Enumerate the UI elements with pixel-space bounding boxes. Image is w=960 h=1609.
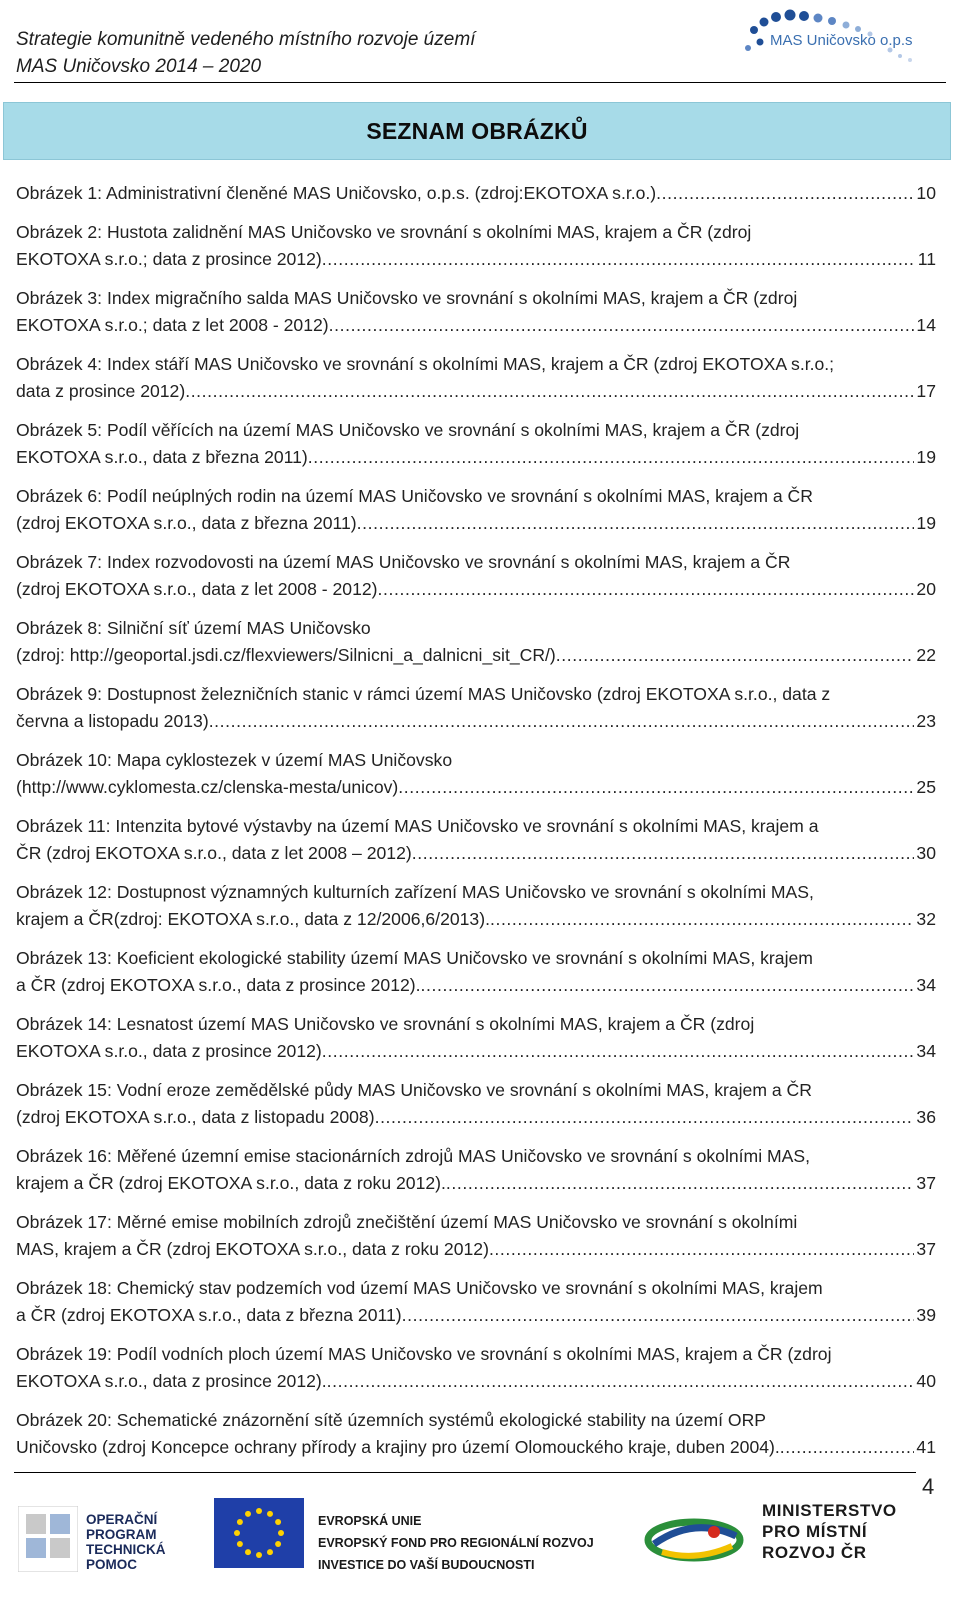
toc-entry-last-line	[16, 180, 936, 207]
section-banner	[3, 102, 951, 160]
toc-entry-text: Obrázek 20: Schematické znázornění sítě územních systémů ekologické stability na území ORP	[16, 1410, 767, 1430]
toc-dot-leader	[556, 642, 915, 669]
eu-logo-line-3: INVESTICE DO VAŠÍ BUDOUCNOSTI	[318, 1558, 535, 1572]
toc-entry-text: Obrázek 6: Podíl neúplných rodin na území MAS Uničovsko ve srovnání s okolními MAS, krajem a ČR	[16, 486, 813, 506]
toc-page-number: 19	[916, 513, 936, 533]
toc-entry-last-line	[16, 708, 936, 735]
toc-entry[interactable]	[16, 615, 936, 669]
toc-dot-leader	[489, 1236, 914, 1263]
eu-star-icon	[267, 1549, 273, 1555]
toc-entry-text: Obrázek 2: Hustota zalidnění MAS Uničovsko ve srovnání s okolními MAS, krajem a ČR (zdroj	[16, 222, 752, 242]
toc-entry-text: Obrázek 13: Koeficient ekologické stability území MAS Uničovsko ve srovnání s okolními MAS, krajem	[16, 948, 813, 968]
eu-flag-icon	[214, 1498, 304, 1568]
toc-entry-last-line	[16, 972, 936, 999]
eu-star-icon	[275, 1519, 281, 1525]
toc-entry-text: data z prosince 2012)	[16, 381, 186, 401]
toc-entry-last-line	[16, 510, 936, 537]
toc-entry-text: ČR (zdroj EKOTOXA s.r.o., data z let 2008 – 2012)	[16, 843, 412, 863]
eu-star-icon	[237, 1541, 243, 1547]
toc-dot-leader	[185, 378, 914, 405]
table-of-figures	[16, 180, 936, 1473]
toc-entry-text: Obrázek 4: Index stáří MAS Uničovsko ve srovnání s okolními MAS, krajem a ČR (zdroj EKOTOXA s.r.o.;	[16, 354, 835, 374]
toc-dot-leader	[375, 1104, 915, 1131]
toc-page-number: 36	[916, 1107, 936, 1127]
toc-entry[interactable]	[16, 549, 936, 603]
toc-entry[interactable]	[16, 747, 936, 801]
toc-page-number: 20	[916, 579, 936, 599]
toc-entry-last-line	[16, 642, 936, 669]
toc-entry-text: EKOTOXA s.r.o.; data z prosince 2012)	[16, 249, 322, 269]
toc-entry-text: EKOTOXA s.r.o., data z prosince 2012)	[16, 1041, 322, 1061]
toc-entry-text: (zdroj EKOTOXA s.r.o., data z března 2011)	[16, 513, 357, 533]
toc-page-number: 41	[916, 1437, 936, 1457]
toc-entry-last-line	[16, 1302, 936, 1329]
toc-page-number: 30	[916, 843, 936, 863]
op-logo-line-2: PROGRAM	[86, 1527, 157, 1542]
toc-dot-leader	[322, 246, 916, 273]
toc-entry[interactable]	[16, 180, 936, 207]
toc-page-number: 10	[916, 183, 936, 203]
toc-entry-text: Uničovsko (zdroj Koncepce ochrany přírody a krajiny pro území Olomouckého kraje, duben 2004).	[16, 1437, 780, 1457]
eu-star-icon	[267, 1511, 273, 1517]
toc-entry-text: Obrázek 14: Lesnatost území MAS Uničovsko ve srovnání s okolními MAS, krajem a ČR (zdroj	[16, 1014, 755, 1034]
toc-entry-text: a ČR (zdroj EKOTOXA s.r.o., data z března 2011)	[16, 1305, 402, 1325]
toc-dot-leader	[378, 576, 915, 603]
op-logo-mark-icon	[18, 1506, 78, 1572]
toc-entry[interactable]	[16, 219, 936, 273]
mmr-logo-line-3: ROZVOJ ČR	[762, 1543, 867, 1562]
toc-entry[interactable]	[16, 681, 936, 735]
toc-entry-text: Obrázek 10: Mapa cyklostezek v území MAS Uničovsko	[16, 750, 453, 770]
section-title: SEZNAM OBRÁZKŮ	[366, 118, 588, 144]
toc-entry-last-line	[16, 1104, 936, 1131]
eu-star-icon	[234, 1530, 240, 1536]
toc-entry-text: Obrázek 1: Administrativní členěné MAS Uničovsko, o.p.s. (zdroj:EKOTOXA s.r.o.)	[16, 183, 657, 203]
toc-entry-text: MAS, krajem a ČR (zdroj EKOTOXA s.r.o., data z roku 2012)	[16, 1239, 489, 1259]
toc-entry-text: EKOTOXA s.r.o., data z března 2011)	[16, 447, 308, 467]
toc-entry-text: Obrázek 16: Měřené územní emise stacionárních zdrojů MAS Uničovsko ve srovnání s okolními MAS,	[16, 1146, 811, 1166]
toc-page-number: 22	[916, 645, 936, 665]
toc-entry-text: (zdroj EKOTOXA s.r.o., data z let 2008 - 2012)	[16, 579, 378, 599]
toc-entry-text: (zdroj EKOTOXA s.r.o., data z listopadu 2008)	[16, 1107, 375, 1127]
toc-page-number: 19	[916, 447, 936, 467]
toc-entry[interactable]	[16, 1407, 936, 1461]
toc-entry[interactable]	[16, 1143, 936, 1197]
document-title-line-2: MAS Uničovsko 2014 – 2020	[16, 56, 262, 77]
toc-entry[interactable]	[16, 1011, 936, 1065]
eu-star-icon	[237, 1519, 243, 1525]
toc-entry-text: (http://www.cyklomesta.cz/clenska-mesta/unicov)	[16, 777, 399, 797]
eu-logo-line-2: EVROPSKÝ FOND PRO REGIONÁLNÍ ROZVOJ	[318, 1536, 594, 1550]
toc-entry-text: EKOTOXA s.r.o.; data z let 2008 - 2012)	[16, 315, 329, 335]
toc-dot-leader	[421, 972, 915, 999]
page-header	[0, 0, 960, 84]
mmr-logo-line-2: PRO MÍSTNÍ	[762, 1522, 868, 1541]
op-logo-line-1: OPERAČNÍ	[86, 1512, 158, 1527]
toc-entry-last-line	[16, 378, 936, 405]
toc-entry-text: Obrázek 8: Silniční síť území MAS Uničovsko	[16, 618, 371, 638]
toc-entry[interactable]	[16, 1209, 936, 1263]
op-logo-line-4: POMOC	[86, 1557, 138, 1572]
toc-dot-leader	[327, 1368, 915, 1395]
toc-dot-leader	[209, 708, 915, 735]
toc-entry-last-line	[16, 1434, 936, 1461]
eu-logo-line-1: EVROPSKÁ UNIE	[318, 1514, 422, 1528]
toc-page-number: 34	[916, 1041, 936, 1061]
op-logo-line-3: TECHNICKÁ	[86, 1542, 166, 1557]
toc-dot-leader	[322, 1038, 915, 1065]
toc-page-number: 32	[916, 909, 936, 929]
toc-dot-leader	[329, 312, 915, 339]
toc-entry-last-line	[16, 1170, 936, 1197]
toc-entry-last-line	[16, 246, 936, 273]
toc-page-number: 40	[916, 1371, 936, 1391]
toc-dot-leader	[656, 180, 914, 207]
mas-logo-text: MAS Uničovsko o.p.s	[770, 32, 913, 49]
toc-entry-text: Obrázek 12: Dostupnost významných kulturních zařízení MAS Uničovsko ve srovnání s okolními MAS,	[16, 882, 814, 902]
footer-divider	[14, 1472, 916, 1473]
toc-entry-last-line	[16, 906, 936, 933]
toc-dot-leader	[780, 1434, 915, 1461]
toc-entry[interactable]	[16, 1275, 936, 1329]
toc-entry[interactable]	[16, 1341, 936, 1395]
header-divider	[14, 82, 946, 83]
toc-entry[interactable]	[16, 879, 936, 933]
toc-page-number: 23	[916, 711, 936, 731]
eu-star-icon	[256, 1552, 262, 1558]
toc-entry-text: Obrázek 11: Intenzita bytové výstavby na území MAS Uničovsko ve srovnání s okolními MAS, krajem a	[16, 816, 819, 836]
toc-entry-text: a ČR (zdroj EKOTOXA s.r.o., data z prosince 2012).	[16, 975, 421, 995]
page-number: 4	[922, 1474, 935, 1499]
toc-dot-leader	[490, 906, 914, 933]
toc-dot-leader	[402, 1302, 915, 1329]
toc-page-number: 17	[916, 381, 936, 401]
toc-dot-leader	[412, 840, 915, 867]
eu-star-icon	[245, 1549, 251, 1555]
toc-entry[interactable]	[16, 1077, 936, 1131]
toc-entry-last-line	[16, 1038, 936, 1065]
toc-entry-text: Obrázek 19: Podíl vodních ploch území MAS Uničovsko ve srovnání s okolními MAS, krajem a ČR (zdroj	[16, 1344, 832, 1364]
toc-entry-text: Obrázek 9: Dostupnost železničních stanic v rámci území MAS Uničovsko (zdroj EKOTOXA s.r.o., data z	[16, 684, 831, 704]
footer-logos	[0, 1490, 960, 1609]
toc-dot-leader	[357, 510, 915, 537]
eu-star-icon	[275, 1541, 281, 1547]
toc-page-number: 34	[916, 975, 936, 995]
toc-entry-text: Obrázek 3: Index migračního salda MAS Uničovsko ve srovnání s okolními MAS, krajem a ČR (zdroj	[16, 288, 798, 308]
eu-logo	[214, 1498, 594, 1578]
toc-entry-text: (zdroj: http://geoportal.jsdi.cz/flexviewers/Silnicni_a_dalnicni_sit_CR/)	[16, 645, 556, 665]
toc-entry-last-line	[16, 1236, 936, 1263]
toc-entry[interactable]	[16, 285, 936, 339]
toc-entry[interactable]	[16, 483, 936, 537]
toc-entry-text: Obrázek 17: Měrné emise mobilních zdrojů znečištění území MAS Uničovsko ve srovnání s okolními	[16, 1212, 798, 1232]
mmr-logo	[644, 1496, 944, 1580]
toc-entry-last-line	[16, 444, 936, 471]
toc-entry-last-line	[16, 312, 936, 339]
toc-entry-text: krajem a ČR(zdroj: EKOTOXA s.r.o., data z 12/2006,6/2013).	[16, 909, 490, 929]
toc-page-number: 37	[916, 1239, 936, 1259]
toc-entry[interactable]	[16, 417, 936, 471]
toc-entry-text: Obrázek 15: Vodní eroze zemědělské půdy MAS Uničovsko ve srovnání s okolními MAS, krajem a ČR	[16, 1080, 812, 1100]
mas-logo	[740, 8, 940, 68]
mmr-logo-line-1: MINISTERSTVO	[762, 1501, 897, 1520]
toc-entry-text: června a listopadu 2013)	[16, 711, 209, 731]
toc-entry-text: krajem a ČR (zdroj EKOTOXA s.r.o., data z roku 2012).	[16, 1173, 446, 1193]
document-title-line-1: Strategie komunitně vedeného místního rozvoje území	[16, 29, 476, 50]
toc-entry[interactable]	[16, 351, 936, 405]
toc-entry[interactable]	[16, 945, 936, 999]
toc-entry-text: Obrázek 7: Index rozvodovosti na území MAS Uničovsko ve srovnání s okolními MAS, krajem a ČR	[16, 552, 791, 572]
eu-star-icon	[245, 1511, 251, 1517]
toc-page-number: 25	[916, 777, 936, 797]
toc-entry-last-line	[16, 1368, 936, 1395]
toc-dot-leader	[398, 774, 914, 801]
toc-entry-last-line	[16, 576, 936, 603]
toc-page-number: 39	[916, 1305, 936, 1325]
toc-page-number: 14	[916, 315, 936, 335]
eu-star-icon	[256, 1508, 262, 1514]
toc-entry-text: Obrázek 5: Podíl věřících na území MAS Uničovsko ve srovnání s okolními MAS, krajem a ČR (zdroj	[16, 420, 800, 440]
op-technicka-pomoc-logo	[18, 1496, 188, 1576]
toc-entry-text: Obrázek 18: Chemický stav podzemích vod území MAS Uničovsko ve srovnání s okolními MAS, krajem	[16, 1278, 823, 1298]
mmr-logo-mark-icon	[644, 1506, 744, 1566]
toc-entry-last-line	[16, 840, 936, 867]
toc-page-number: 11	[917, 249, 936, 269]
document-title	[16, 26, 475, 80]
toc-page-number: 37	[916, 1173, 936, 1193]
toc-entry-text: EKOTOXA s.r.o., data z prosince 2012).	[16, 1371, 327, 1391]
toc-dot-leader	[446, 1170, 915, 1197]
toc-dot-leader	[308, 444, 915, 471]
eu-star-icon	[278, 1530, 284, 1536]
toc-entry[interactable]	[16, 813, 936, 867]
toc-entry-last-line	[16, 774, 936, 801]
